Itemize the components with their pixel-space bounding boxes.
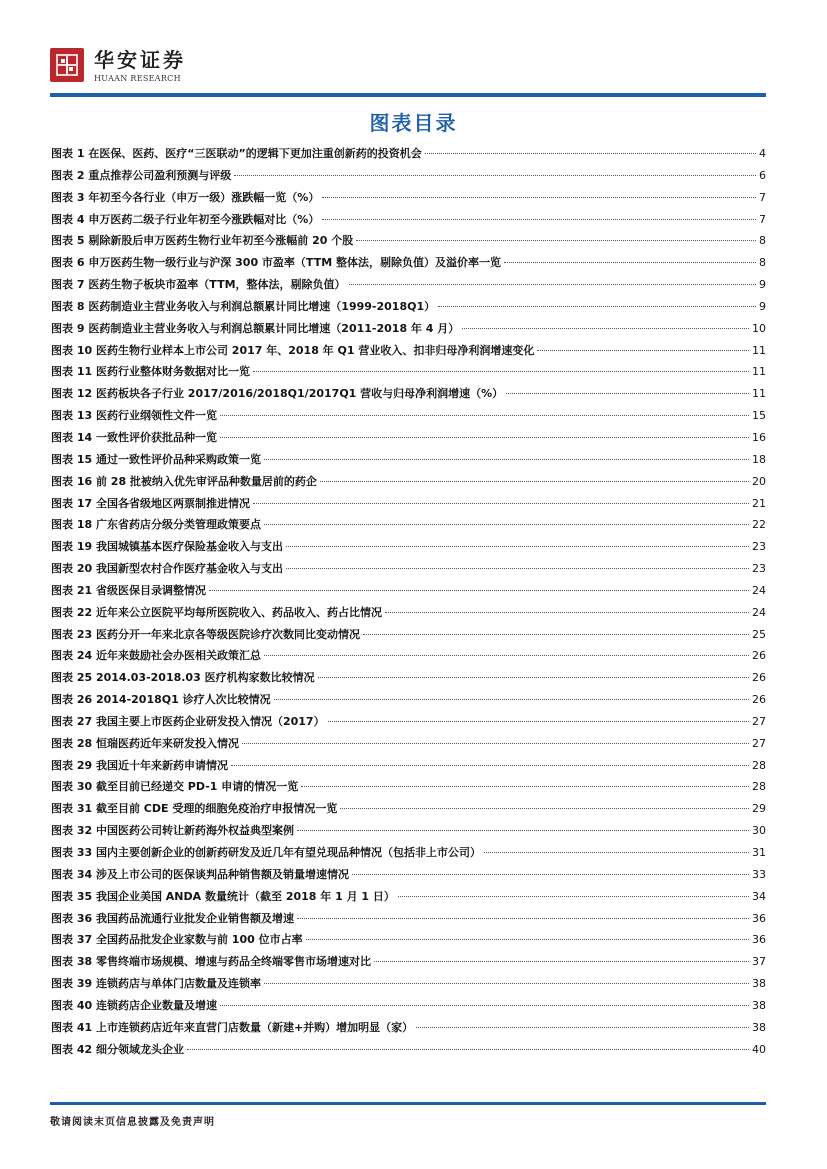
toc-entry-label[interactable]: 图表 33 国内主要创新企业的创新药研发及近几年有望兑现品种情况（包括非上市公司） (51, 846, 481, 859)
toc-entry[interactable] (51, 646, 766, 668)
dot-leader (286, 546, 749, 547)
dot-leader (264, 983, 749, 984)
toc-entry-label[interactable]: 图表 39 连锁药店与单体门店数量及连锁率 (51, 977, 261, 991)
disclaimer-note: 敬请阅读末页信息披露及免责声明 (50, 1117, 215, 1128)
company-logo (50, 48, 186, 84)
toc-entry[interactable] (51, 799, 766, 821)
toc-entry-page-number[interactable]: 8 (759, 256, 766, 270)
toc-entry-label[interactable]: 图表 12 医药板块各子行业 2017/2016/2018Q1/2017Q1 营收与归母净利润增速（%） (51, 387, 504, 401)
dot-leader (220, 437, 749, 438)
toc-entry-label[interactable]: 图表 37 全国药品批发企业家数与前 100 位市占率 (51, 933, 303, 947)
dot-leader (322, 197, 756, 198)
dot-leader (242, 743, 749, 744)
dot-leader (506, 393, 749, 394)
toc-entry-page-number[interactable]: 24 (752, 605, 766, 619)
toc-entry[interactable] (51, 275, 766, 297)
toc-entry[interactable] (51, 930, 766, 952)
dot-leader (322, 219, 756, 220)
footer-divider (50, 1102, 766, 1105)
toc-entry-page-number[interactable]: 11 (752, 343, 766, 357)
toc-entry-label[interactable]: 图表 23 医药分开一年来北京各等级医院诊疗次数同比变动情况 (51, 627, 360, 641)
figure-toc-list (51, 144, 766, 1061)
toc-entry-label[interactable]: 图表 41 上市连锁药店近年来直营门店数量（新建+并购）增加明显（家） (51, 1020, 414, 1034)
toc-entry[interactable] (51, 603, 766, 625)
dot-leader (425, 153, 756, 154)
dot-leader (234, 175, 756, 176)
toc-entry[interactable] (51, 821, 766, 843)
seal-icon (50, 48, 84, 82)
dot-leader (398, 896, 749, 897)
toc-entry-page-number[interactable]: 7 (759, 212, 766, 226)
toc-entry-page-number[interactable]: 18 (752, 452, 766, 466)
dot-leader (349, 284, 756, 285)
dot-leader (416, 1027, 749, 1028)
toc-entry-page-number[interactable]: 36 (752, 933, 766, 947)
header-divider (50, 93, 766, 97)
toc-entry-label[interactable]: 图表 28 恒瑞医药近年来研发投入情况 (51, 736, 239, 750)
toc-entry-page-number[interactable]: 38 (752, 1020, 766, 1034)
toc-entry-label[interactable]: 图表 5 剔除新股后申万医药生物行业年初至今涨幅前 20 个股 (51, 234, 354, 248)
toc-entry-page-number[interactable]: 34 (752, 889, 766, 903)
toc-entry-page-number[interactable]: 37 (752, 955, 766, 969)
toc-entry[interactable] (51, 887, 766, 909)
toc-entry[interactable] (51, 952, 766, 974)
dot-leader (187, 1049, 749, 1050)
toc-entry[interactable] (51, 559, 766, 581)
toc-entry[interactable] (51, 450, 766, 472)
toc-entry-label[interactable]: 图表 21 省级医保目录调整情况 (51, 583, 206, 597)
toc-entry-page-number[interactable]: 26 (752, 693, 766, 707)
toc-entry[interactable] (51, 734, 766, 756)
dot-leader (356, 240, 756, 241)
toc-entry-label[interactable]: 图表 35 我国企业美国 ANDA 数量统计（截至 2018 年 1 月 1 日） (51, 889, 395, 903)
toc-entry-page-number[interactable]: 36 (752, 911, 766, 925)
toc-entry-page-number[interactable]: 20 (752, 474, 766, 488)
logo-chinese-name: 华安证券 (94, 48, 186, 72)
toc-entry-page-number[interactable]: 26 (752, 671, 766, 685)
toc-entry-label[interactable]: 图表 25 2014.03-2018.03 医疗机构家数比较情况 (51, 671, 315, 685)
toc-entry-label[interactable]: 图表 26 2014-2018Q1 诊疗人次比较情况 (51, 693, 271, 707)
toc-entry[interactable] (51, 581, 766, 603)
toc-entry-label[interactable]: 图表 15 通过一致性评价品种采购政策一览 (51, 452, 261, 466)
toc-entry-label[interactable]: 图表 1 在医保、医药、医疗“三医联动”的逻辑下更加注重创新药的投资机会 (51, 147, 422, 160)
toc-entry-page-number[interactable]: 11 (752, 365, 766, 379)
toc-entry[interactable] (51, 756, 766, 778)
toc-entry-label[interactable]: 图表 4 申万医药二级子行业年初至今涨跌幅对比（%） (51, 212, 320, 226)
toc-entry-label[interactable]: 图表 29 我国近十年来新药申请情况 (51, 758, 228, 772)
toc-entry-page-number[interactable]: 7 (759, 190, 766, 204)
toc-entry-label[interactable]: 图表 19 我国城镇基本医疗保险基金收入与支出 (51, 540, 283, 554)
toc-entry[interactable] (51, 909, 766, 931)
dot-leader (297, 830, 749, 831)
toc-entry-page-number[interactable]: 23 (752, 562, 766, 576)
toc-entry-label[interactable]: 图表 9 医药制造业主营业务收入与利润总额累计同比增速（2011-2018 年 4 月） (51, 321, 460, 335)
dot-leader (340, 808, 749, 809)
toc-entry[interactable] (51, 188, 766, 210)
toc-entry[interactable] (51, 996, 766, 1018)
toc-entry-page-number[interactable]: 23 (752, 540, 766, 554)
dot-leader (264, 655, 749, 656)
toc-entry-label[interactable]: 图表 18 广东省药店分级分类管理政策要点 (51, 518, 261, 532)
toc-entry-label[interactable]: 图表 6 申万医药生物一级行业与沪深 300 市盈率（TTM 整体法，剔除负值）及溢价率一览 (51, 256, 501, 270)
toc-entry[interactable] (51, 144, 766, 166)
toc-entry-label[interactable]: 图表 31 截至目前 CDE 受理的细胞免疫治疗申报情况一览 (51, 802, 338, 816)
toc-entry[interactable] (51, 712, 766, 734)
toc-entry-page-number[interactable]: 31 (752, 846, 766, 859)
toc-entry-label[interactable]: 图表 22 近年来公立医院平均每所医院收入、药品收入、药占比情况 (51, 605, 382, 619)
toc-entry[interactable] (51, 428, 766, 450)
toc-entry[interactable] (51, 362, 766, 384)
toc-entry[interactable] (51, 974, 766, 996)
toc-entry-page-number[interactable]: 40 (752, 1042, 766, 1056)
toc-entry-label[interactable]: 图表 14 一致性评价获批品种一览 (51, 430, 217, 444)
toc-entry-label[interactable]: 图表 13 医药行业纲领性文件一览 (51, 409, 217, 423)
dot-leader (363, 634, 749, 635)
toc-entry[interactable] (51, 1018, 766, 1040)
toc-entry-page-number[interactable]: 27 (752, 736, 766, 750)
dot-leader (320, 481, 749, 482)
toc-entry[interactable] (51, 472, 766, 494)
toc-entry-page-number[interactable]: 38 (752, 977, 766, 991)
toc-entry-page-number[interactable]: 33 (752, 867, 766, 881)
toc-entry[interactable] (51, 537, 766, 559)
toc-entry-page-number[interactable]: 38 (752, 998, 766, 1012)
toc-entry-label[interactable]: 图表 24 近年来鼓励社会办医相关政策汇总 (51, 649, 261, 663)
toc-entry[interactable] (51, 494, 766, 516)
toc-entry[interactable] (51, 231, 766, 253)
toc-entry-page-number[interactable]: 28 (752, 758, 766, 772)
toc-entry-page-number[interactable]: 30 (752, 824, 766, 838)
toc-entry-label[interactable]: 图表 30 截至目前已经递交 PD-1 申请的情况一览 (51, 780, 299, 794)
toc-entry-page-number[interactable]: 22 (752, 518, 766, 532)
dot-leader (264, 459, 749, 460)
toc-entry[interactable] (51, 406, 766, 428)
toc-entry-page-number[interactable]: 8 (759, 234, 766, 248)
toc-entry-page-number[interactable]: 11 (752, 387, 766, 401)
dot-leader (220, 415, 749, 416)
toc-entry-page-number[interactable]: 21 (752, 496, 766, 510)
dot-leader (297, 918, 749, 919)
dot-leader (484, 852, 749, 853)
dot-leader (264, 524, 749, 525)
dot-leader (306, 939, 749, 940)
toc-entry-page-number[interactable]: 26 (752, 649, 766, 663)
toc-entry[interactable] (51, 319, 766, 341)
toc-entry[interactable] (51, 297, 766, 319)
toc-entry[interactable] (51, 1040, 766, 1062)
dot-leader (220, 1005, 749, 1006)
toc-entry-page-number[interactable]: 10 (752, 321, 766, 335)
toc-entry-page-number[interactable]: 9 (759, 278, 766, 292)
toc-entry-label[interactable]: 图表 16 前 28 批被纳入优先审评品种数量居前的药企 (51, 474, 317, 488)
toc-title: 图表目录 (369, 111, 458, 135)
toc-entry[interactable] (51, 777, 766, 799)
toc-entry[interactable] (51, 625, 766, 647)
toc-entry-page-number[interactable]: 29 (752, 802, 766, 816)
dot-leader (374, 961, 749, 962)
toc-entry-label[interactable]: 图表 11 医药行业整体财务数据对比一览 (51, 365, 250, 379)
toc-entry-label[interactable]: 图表 17 全国各省级地区两票制推进情况 (51, 496, 250, 510)
dot-leader (328, 721, 749, 722)
dot-leader (286, 568, 749, 569)
toc-entry-page-number[interactable]: 6 (759, 168, 766, 182)
toc-entry-page-number[interactable]: 9 (759, 299, 766, 313)
toc-entry-page-number[interactable]: 4 (759, 147, 766, 160)
dot-leader (462, 328, 749, 329)
toc-entry-label[interactable]: 图表 8 医药制造业主营业务收入与利润总额累计同比增速（1999-2018Q1） (51, 299, 436, 313)
toc-entry-page-number[interactable]: 16 (752, 430, 766, 444)
toc-entry[interactable] (51, 690, 766, 712)
toc-entry-page-number[interactable]: 15 (752, 409, 766, 423)
toc-entry-label[interactable]: 图表 36 我国药品流通行业批发企业销售额及增速 (51, 911, 294, 925)
dot-leader (274, 699, 749, 700)
dot-leader (318, 677, 749, 678)
toc-entry[interactable] (51, 253, 766, 275)
toc-entry[interactable] (51, 384, 766, 406)
dot-leader (385, 612, 749, 613)
toc-entry-label[interactable]: 图表 2 重点推荐公司盈利预测与评级 (51, 168, 232, 182)
toc-entry-label[interactable]: 图表 32 中国医药公司转让新药海外权益典型案例 (51, 824, 294, 838)
dot-leader (253, 503, 749, 504)
toc-entry-label[interactable]: 图表 34 涉及上市公司的医保谈判品种销售额及销量增速情况 (51, 867, 349, 881)
toc-entry-label[interactable]: 图表 3 年初至今各行业（申万一级）涨跌幅一览（%） (51, 190, 320, 204)
dot-leader (537, 350, 749, 351)
toc-entry-label[interactable]: 图表 7 医药生物子板块市盈率（TTM，整体法，剔除负值） (51, 278, 346, 292)
toc-entry-label[interactable]: 图表 42 细分领域龙头企业 (51, 1042, 184, 1056)
toc-entry-label[interactable]: 图表 40 连锁药店企业数量及增速 (51, 998, 217, 1012)
toc-entry[interactable] (51, 341, 766, 363)
toc-entry-label[interactable]: 图表 20 我国新型农村合作医疗基金收入与支出 (51, 562, 283, 576)
toc-entry[interactable] (51, 166, 766, 188)
toc-entry[interactable] (51, 515, 766, 537)
dot-leader (209, 590, 749, 591)
toc-entry-page-number[interactable]: 25 (752, 627, 766, 641)
toc-entry-page-number[interactable]: 28 (752, 780, 766, 794)
toc-entry[interactable] (51, 865, 766, 887)
toc-entry-page-number[interactable]: 27 (752, 714, 766, 728)
dot-leader (504, 262, 756, 263)
toc-entry[interactable] (51, 843, 766, 865)
toc-entry[interactable] (51, 210, 766, 232)
logo-english-name: HUAAN RESEARCH (94, 74, 181, 83)
dot-leader (438, 306, 756, 307)
toc-entry-page-number[interactable]: 24 (752, 583, 766, 597)
dot-leader (253, 371, 749, 372)
toc-entry-label[interactable]: 图表 38 零售终端市场规模、增速与药品全终端零售市场增速对比 (51, 955, 371, 969)
dot-leader (352, 874, 749, 875)
toc-entry-label[interactable]: 图表 27 我国主要上市医药企业研发投入情况（2017） (51, 714, 325, 728)
toc-entry[interactable] (51, 668, 766, 690)
toc-entry-label[interactable]: 图表 10 医药生物行业样本上市公司 2017 年、2018 年 Q1 营业收入、扣非归母净利润增速变化 (51, 343, 535, 357)
dot-leader (301, 786, 749, 787)
dot-leader (231, 765, 749, 766)
